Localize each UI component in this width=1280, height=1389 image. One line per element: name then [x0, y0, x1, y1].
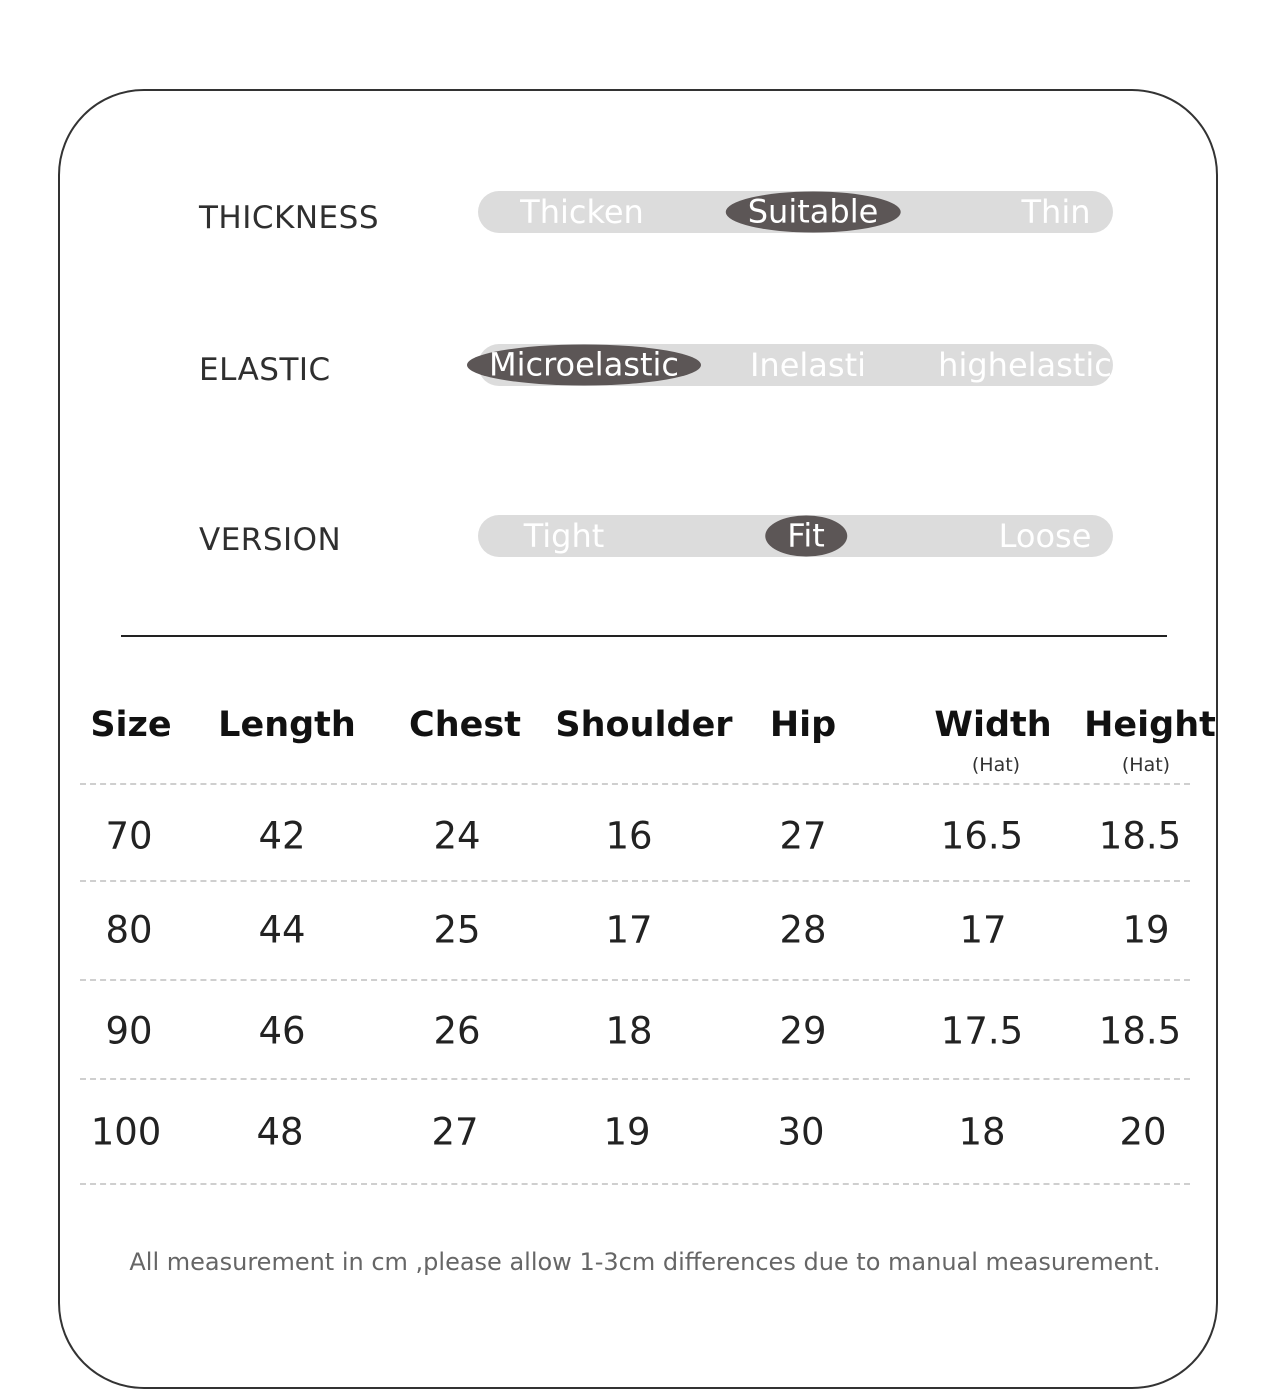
- header-shoulder: Shoulder: [555, 705, 733, 745]
- header-height: Height: [1084, 705, 1216, 745]
- version-option-tight: Tight: [523, 517, 605, 555]
- cell-length: 48: [256, 1110, 304, 1154]
- header-length: Length: [218, 705, 356, 745]
- cell-height: 20: [1119, 1110, 1167, 1154]
- header-hip: Hip: [769, 705, 837, 745]
- version-option-fit: Fit: [765, 516, 847, 557]
- subheader-width-hat: (Hat): [971, 754, 1021, 776]
- cell-width: 17.5: [940, 1009, 1024, 1053]
- row-separator: [80, 880, 1190, 882]
- header-chest: Chest: [409, 705, 521, 745]
- cell-size: 70: [105, 814, 153, 858]
- cell-chest: 24: [433, 814, 481, 858]
- cell-size: 80: [105, 908, 153, 952]
- cell-shoulder: 17: [605, 908, 653, 952]
- cell-chest: 26: [433, 1009, 481, 1053]
- cell-length: 42: [258, 814, 306, 858]
- thickness-option-suitable: Suitable: [726, 192, 901, 233]
- elastic-label: ELASTIC: [199, 352, 331, 388]
- cell-height: 19: [1122, 908, 1170, 952]
- subheader-height-hat: (Hat): [1121, 754, 1171, 776]
- cell-hip: 29: [779, 1009, 827, 1053]
- version-option-loose: Loose: [998, 517, 1092, 555]
- measurement-note: All measurement in cm ,please allow 1-3cm differences due to manual measurement.: [129, 1248, 1161, 1276]
- cell-shoulder: 19: [603, 1110, 651, 1154]
- header-size: Size: [90, 705, 172, 745]
- thickness-option-thin: Thin: [1021, 193, 1091, 231]
- version-label: VERSION: [199, 522, 342, 558]
- elastic-option-microelastic: Microelastic: [467, 345, 701, 386]
- row-separator: [80, 979, 1190, 981]
- thickness-option-thicken: Thicken: [520, 193, 644, 231]
- thickness-label: THICKNESS: [199, 200, 379, 236]
- cell-shoulder: 16: [605, 814, 653, 858]
- cell-hip: 27: [779, 814, 827, 858]
- cell-height: 18.5: [1098, 1009, 1182, 1053]
- row-separator: [80, 783, 1190, 785]
- cell-size: 100: [90, 1110, 162, 1154]
- thickness-scale: [478, 191, 1113, 233]
- cell-hip: 30: [777, 1110, 825, 1154]
- cell-width: 18: [958, 1110, 1006, 1154]
- cell-chest: 27: [431, 1110, 479, 1154]
- elastic-option-inelastic: Inelasti: [749, 346, 867, 384]
- elastic-option-highelastic: highelastic: [938, 346, 1112, 384]
- cell-chest: 25: [433, 908, 481, 952]
- cell-length: 46: [258, 1009, 306, 1053]
- header-width: Width: [934, 705, 1052, 745]
- cell-shoulder: 18: [605, 1009, 653, 1053]
- row-separator: [80, 1183, 1190, 1185]
- section-divider: [121, 635, 1167, 637]
- elastic-scale: [478, 344, 1113, 386]
- version-scale: [478, 515, 1113, 557]
- cell-size: 90: [105, 1009, 153, 1053]
- row-separator: [80, 1078, 1190, 1080]
- cell-height: 18.5: [1098, 814, 1182, 858]
- cell-width: 17: [959, 908, 1007, 952]
- cell-length: 44: [258, 908, 306, 952]
- cell-width: 16.5: [940, 814, 1024, 858]
- cell-hip: 28: [779, 908, 827, 952]
